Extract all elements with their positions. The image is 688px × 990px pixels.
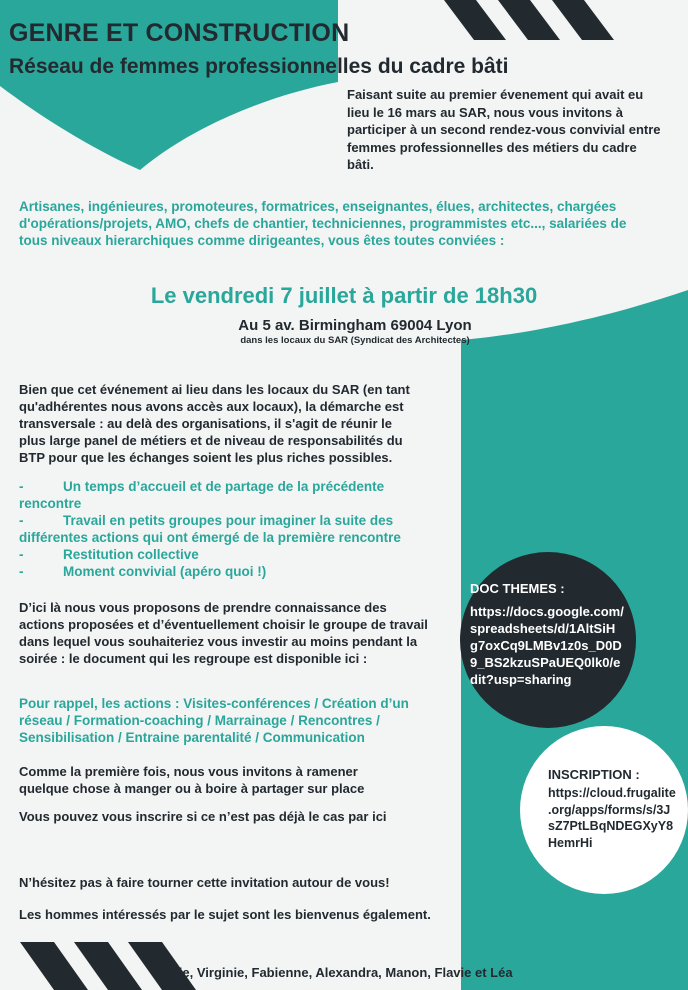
- bullet-text: Moment convivial (apéro quoi !): [63, 564, 267, 579]
- doc-themes-link[interactable]: [470, 603, 624, 688]
- list-item: [19, 563, 439, 580]
- doc-link-line[interactable]: dit?usp=sharing: [470, 672, 572, 687]
- inscription-link-line[interactable]: HemrHi: [548, 835, 593, 850]
- body-paragraph-6: Les hommes intéressés par le sujet sont les bienvenus également.: [19, 907, 431, 922]
- doc-link-line[interactable]: https://docs.google.com/: [470, 604, 624, 619]
- inscription-link-line[interactable]: .org/apps/forms/s/3J: [548, 802, 671, 817]
- intro-paragraph: Faisant suite au premier évenement qui avait eu lieu le 16 mars au SAR, nous vous invitons à participer à un second rendez-vous convivial entre femmes professionnelles des métiers du cadre bâti.: [347, 87, 661, 172]
- bullet-text: Travail en petits groupes pour imaginer la suite des différentes actions qui ont émergé de la première rencontre: [19, 513, 401, 545]
- inscription-link[interactable]: [548, 785, 676, 851]
- audience-paragraph: Artisanes, ingénieures, promoteures, formatrices, enseignantes, élues, architectes, chargées d'opérations/projets, AMO, chefs de chantier, techniciennes, programmistes etc..., salariées de tous niveaux hierarchiques comme dirigeantes, vous êtes toutes conviées :: [19, 199, 627, 248]
- bullet-dash: -: [19, 513, 24, 528]
- event-address: Au 5 av. Birmingham 69004 Lyon: [238, 317, 472, 334]
- inscription-link-line[interactable]: https://cloud.frugalite: [548, 786, 676, 800]
- list-item: [19, 546, 439, 563]
- doc-themes-title: DOC THEMES :: [470, 581, 565, 596]
- body-paragraph-3: Comme la première fois, nous vous invitons à ramener quelque chose à manger ou à boire à partager sur place: [19, 764, 365, 796]
- body-paragraph-2: D’ici là nous vous proposons de prendre connaissance des actions proposées et d’éventuellement choisir le groupe de travail dans lequel vous souhaiteriez vous investir au moins pendant la soirée : le document qui les regroupe est disponible ici :: [19, 600, 428, 666]
- list-item: [19, 512, 439, 546]
- bullet-text: Restitution collective: [63, 547, 199, 562]
- bullet-dash: -: [19, 479, 24, 494]
- agenda-list: [19, 478, 439, 580]
- body-paragraph-5: N’hésitez pas à faire tourner cette invitation autour de vous!: [19, 875, 390, 890]
- actions-paragraph: Pour rappel, les actions : Visites-conférences / Création d’un réseau / Formation-coaching / Marrainage / Rencontres / Sensibilisation / Entraine parentalité / Communication: [19, 696, 409, 745]
- bullet-dash: -: [19, 547, 24, 562]
- page-title: GENRE ET CONSTRUCTION: [9, 19, 350, 47]
- page-subtitle: Réseau de femmes professionnelles du cadre bâti: [9, 55, 509, 78]
- top-right-stripes: [444, 0, 614, 40]
- bullet-dash: -: [19, 564, 24, 579]
- doc-link-line[interactable]: g7oxCq9LMBv1z0s_D0D: [470, 638, 622, 653]
- body-paragraph-1: Bien que cet événement ai lieu dans les locaux du SAR (en tant qu'adhérentes nous avons accès aux locaux), la démarche est transversale : au delà des organisations, il s'agit de réunir le plus large panel de métiers et de niveau de responsabilités du BTP pour que les échanges soient les plus riches possibles.: [19, 382, 410, 465]
- doc-link-line[interactable]: spreadsheets/d/1AltSiH: [470, 621, 616, 636]
- body-paragraph-4: Vous pouvez vous inscrire si ce n’est pas déjà le cas par ici: [19, 809, 387, 824]
- list-item: [19, 478, 439, 512]
- event-location-note: dans les locaux du SAR (Syndicat des Architectes): [240, 335, 470, 346]
- doc-link-line[interactable]: 9_BS2kzuSPaUEQ0lk0/e: [470, 655, 621, 670]
- bullet-text: Un temps d’accueil et de partage de la précédente rencontre: [19, 479, 385, 511]
- signature: Julie, Virginie, Fabienne, Alexandra, Manon, Flavie et Léa: [160, 965, 513, 980]
- inscription-link-line[interactable]: sZ7PtLBqNDEGXyY8: [548, 819, 674, 833]
- event-date: Le vendredi 7 juillet à partir de 18h30: [150, 283, 538, 308]
- inscription-title: INSCRIPTION :: [548, 767, 640, 782]
